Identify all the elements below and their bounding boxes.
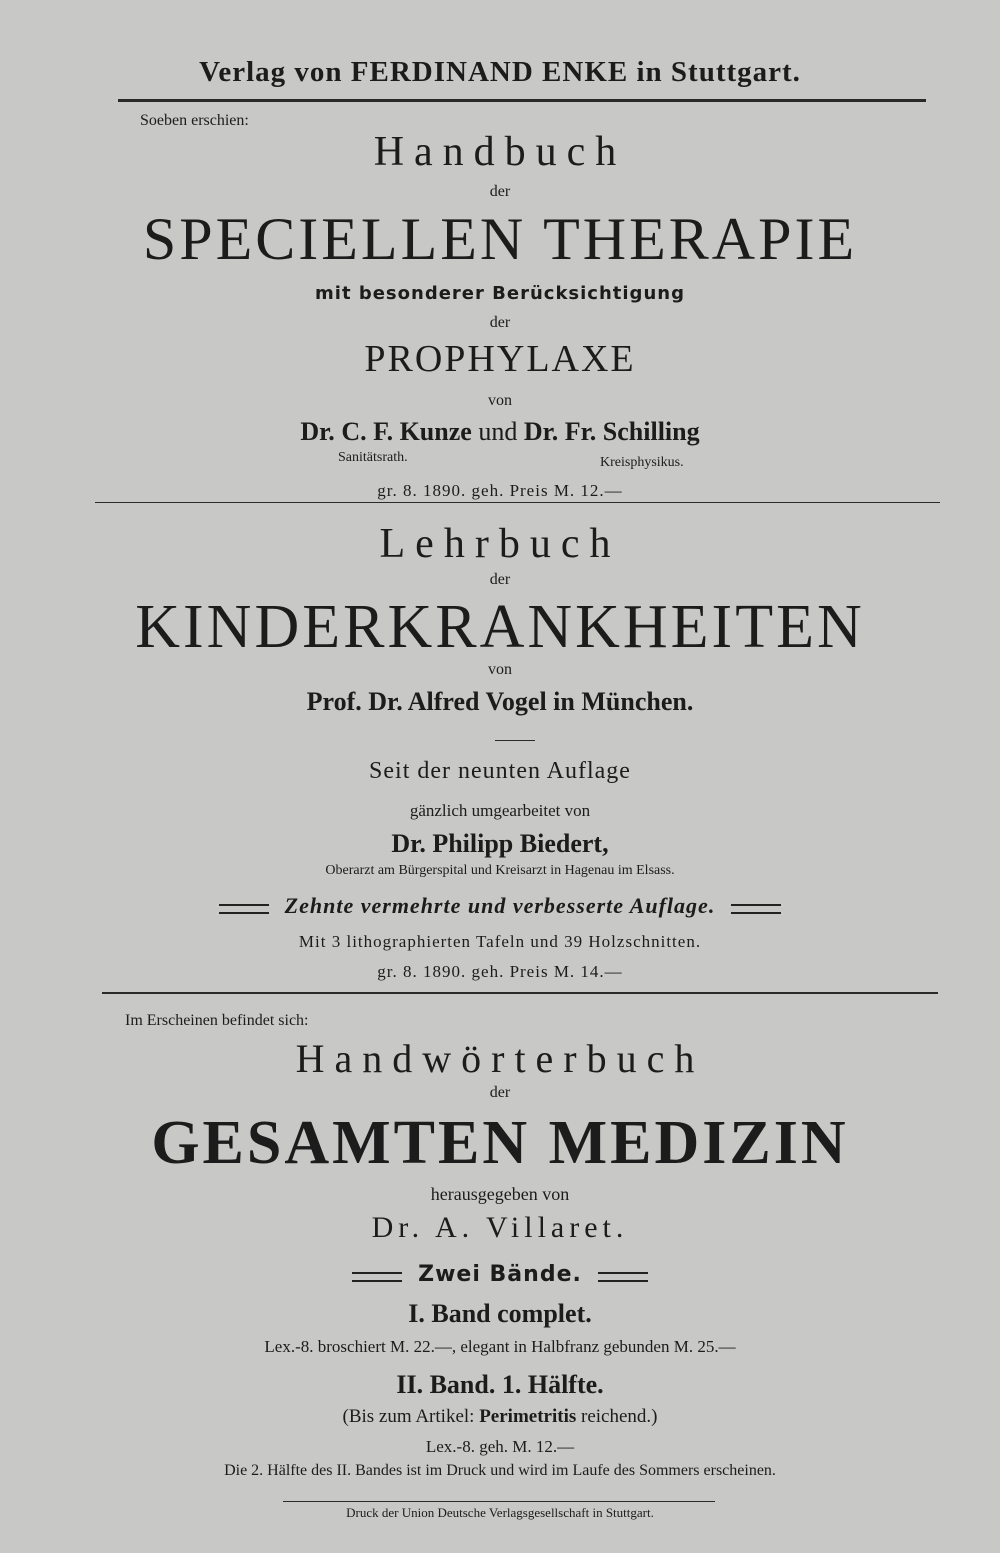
author1-role: Sanitätsrath. — [338, 450, 408, 465]
author1-name: C. F. Kunze — [341, 417, 472, 446]
authors-und: und — [478, 417, 518, 446]
author2-role: Kreisphysikus. — [600, 455, 684, 470]
band1-price: Lex.-8. broschiert M. 22.—, elegant in Halbfranz gebunden M. 25.— — [264, 1337, 736, 1356]
book2-illustrations: Mit 3 lithographierten Tafeln und 39 Holzschnitten. — [298, 932, 702, 951]
publisher-header: Verlag von FERDINAND ENKE in Stuttgart. — [199, 56, 801, 88]
book1-von: von — [488, 392, 512, 409]
double-rule-left — [219, 904, 269, 914]
band1-heading: I. Band complet. — [408, 1299, 592, 1328]
double-rule-right — [598, 1272, 648, 1282]
double-rule-left — [352, 1272, 402, 1282]
book2-reviser-role: Oberarzt am Bürgerspital und Kreisarzt in Hagenau im Elsass. — [325, 863, 675, 878]
band2-heading: II. Band. 1. Hälfte. — [396, 1370, 604, 1399]
book3-editor-intro: herausgegeben von — [430, 1184, 570, 1204]
book1-der2: der — [489, 314, 511, 331]
band2-note-post: reichend.) — [581, 1406, 658, 1427]
book2-revised: gänzlich umgearbeitet von — [409, 801, 591, 820]
book1-main-title: SPECIELLEN THERAPIE — [142, 206, 858, 272]
section-divider — [95, 502, 940, 503]
book3-main-title: GESAMTEN MEDIZIN — [151, 1109, 849, 1177]
announce-label: Soeben erschien: — [140, 112, 249, 129]
book2-edition-row — [0, 893, 1000, 919]
book3-volumes: Zwei Bände. — [418, 1262, 582, 1287]
section-divider-2 — [102, 992, 938, 994]
book3-announce: Im Erscheinen befindet sich: — [125, 1012, 309, 1029]
double-rule-right — [731, 904, 781, 914]
band2-note — [0, 1406, 1000, 1428]
footer-rule — [283, 1501, 715, 1502]
printer-credit: Druck der Union Deutsche Verlagsgesellschaft in Stuttgart. — [346, 1505, 654, 1520]
book2-author: Prof. Dr. Alfred Vogel in München. — [306, 687, 694, 716]
book2-reviser: Dr. Philipp Biedert, — [391, 829, 609, 858]
book1-subtitle: mit besonderer Berücksichtigung — [315, 283, 685, 304]
book2-edition-note: Seit der neunten Auflage — [369, 758, 631, 784]
book1-pub-info: gr. 8. 1890. geh. Preis M. 12.— — [377, 481, 623, 500]
band2-note-pre: (Bis zum Artikel: — [342, 1406, 475, 1427]
author2-name: Fr. Schilling — [564, 417, 700, 446]
author2-title: Dr. — [523, 417, 559, 446]
book2-title: Lehrbuch — [379, 521, 621, 567]
author1-title: Dr. — [300, 417, 335, 446]
book2-von: von — [488, 661, 512, 678]
short-rule — [495, 740, 535, 741]
book3-note: Die 2. Hälfte des II. Bandes ist im Druck und wird im Laufe des Sommers erscheinen. — [224, 1462, 776, 1479]
book1-der: der — [489, 183, 511, 200]
book1-subject: PROPHYLAXE — [364, 338, 636, 380]
book2-main-title: KINDERKRANKHEITEN — [135, 593, 865, 661]
book3-editor: Dr. A. Villaret. — [371, 1211, 629, 1244]
book2-der: der — [489, 571, 511, 588]
book2-pub-info: gr. 8. 1890. geh. Preis M. 14.— — [377, 962, 623, 981]
band2-note-word: Perimetritis — [479, 1406, 577, 1427]
book3-volumes-row — [0, 1262, 1000, 1287]
book2-edition: Zehnte vermehrte und verbesserte Auflage. — [284, 893, 716, 918]
book3-title: Handwörterbuch — [295, 1036, 705, 1081]
header-rule — [118, 99, 926, 102]
book1-title: Handbuch — [373, 129, 627, 175]
band2-price: Lex.-8. geh. M. 12.— — [425, 1437, 575, 1456]
book3-der: der — [489, 1084, 511, 1101]
book1-authors — [0, 417, 1000, 447]
